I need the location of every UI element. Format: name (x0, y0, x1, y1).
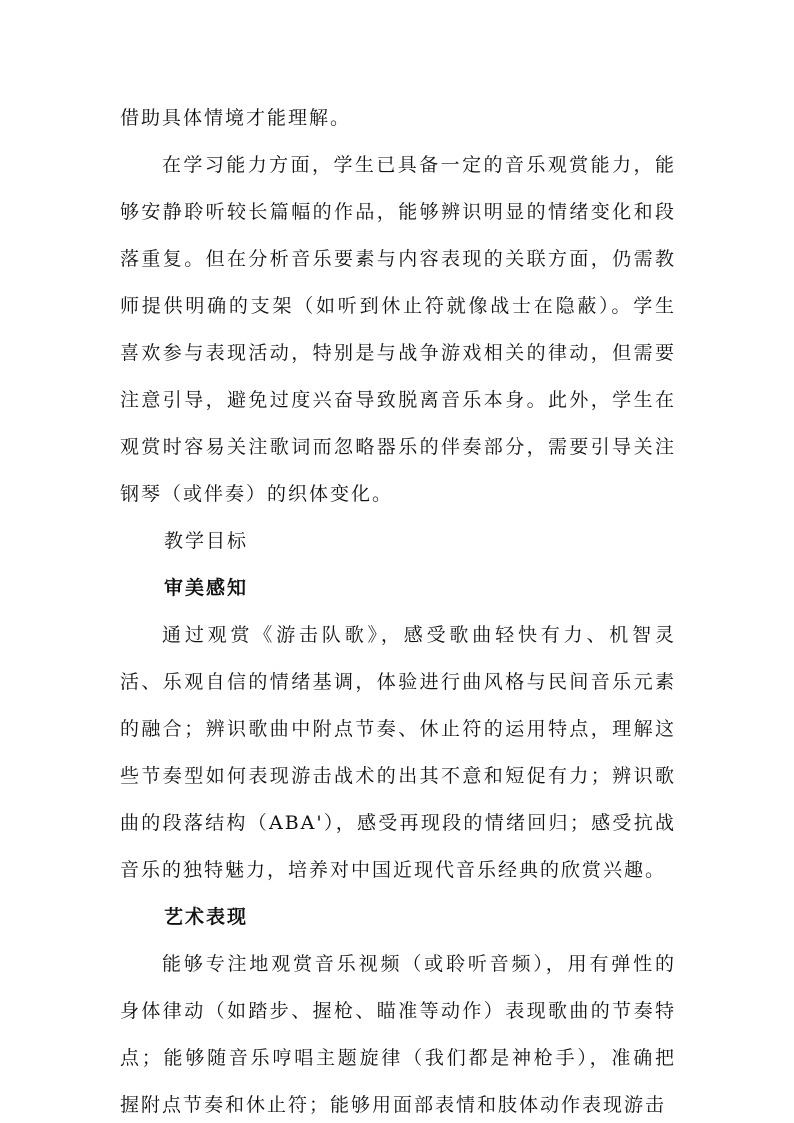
section-label-teaching-objectives: 教学目标 (164, 530, 249, 552)
heading-aesthetic-perception: 审美感知 (164, 577, 249, 599)
document-body (120, 95, 676, 1123)
paragraph-learning-ability: 在学习能力方面，学生已具备一定的音乐观赏能力，能够安静聆听较长篇幅的作品，能够辨识明显的情绪变化和段落重复。但在分析音乐要素与内容表现的关联方面，仍需教师提供明确的支架（如听到休止符就像战士在隐蔽）。学生喜欢参与表现活动，特别是与战争游戏相关的律动，但需要注意引导，避免过度兴奋导致脱离音乐本身。此外，学生在观赏时容易关注歌词而忽略器乐的伴奏部分，需要引导关注钢琴（或伴奏）的织体变化。 (120, 154, 676, 505)
paragraph-artistic-expression: 能够专注地观赏音乐视频（或聆听音频），用有弹性的身体律动（如踏步、握枪、瞄准等动作）表现歌曲的节奏特点；能够随音乐哼唱主题旋律（我们都是神枪手），准确把握附点节奏和休止符；能够用面部表情和肢体动作表现游击 (120, 953, 676, 1116)
paragraph-aesthetic-perception: 通过观赏《游击队歌》，感受歌曲轻快有力、机智灵活、乐观自信的情绪基调，体验进行曲风格与民间音乐元素的融合；辨识歌曲中附点节奏、休止符的运用特点，理解这些节奏型如何表现游击战术的出其不意和短促有力；辨识歌曲的段落结构（ABA'），感受再现段的情绪回归；感受抗战音乐的独特魅力，培养对中国近现代音乐经典的欣赏兴趣。 (120, 624, 676, 881)
heading-artistic-expression: 艺术表现 (164, 906, 249, 928)
paragraph-continuation: 借助具体情境才能理解。 (120, 107, 352, 129)
